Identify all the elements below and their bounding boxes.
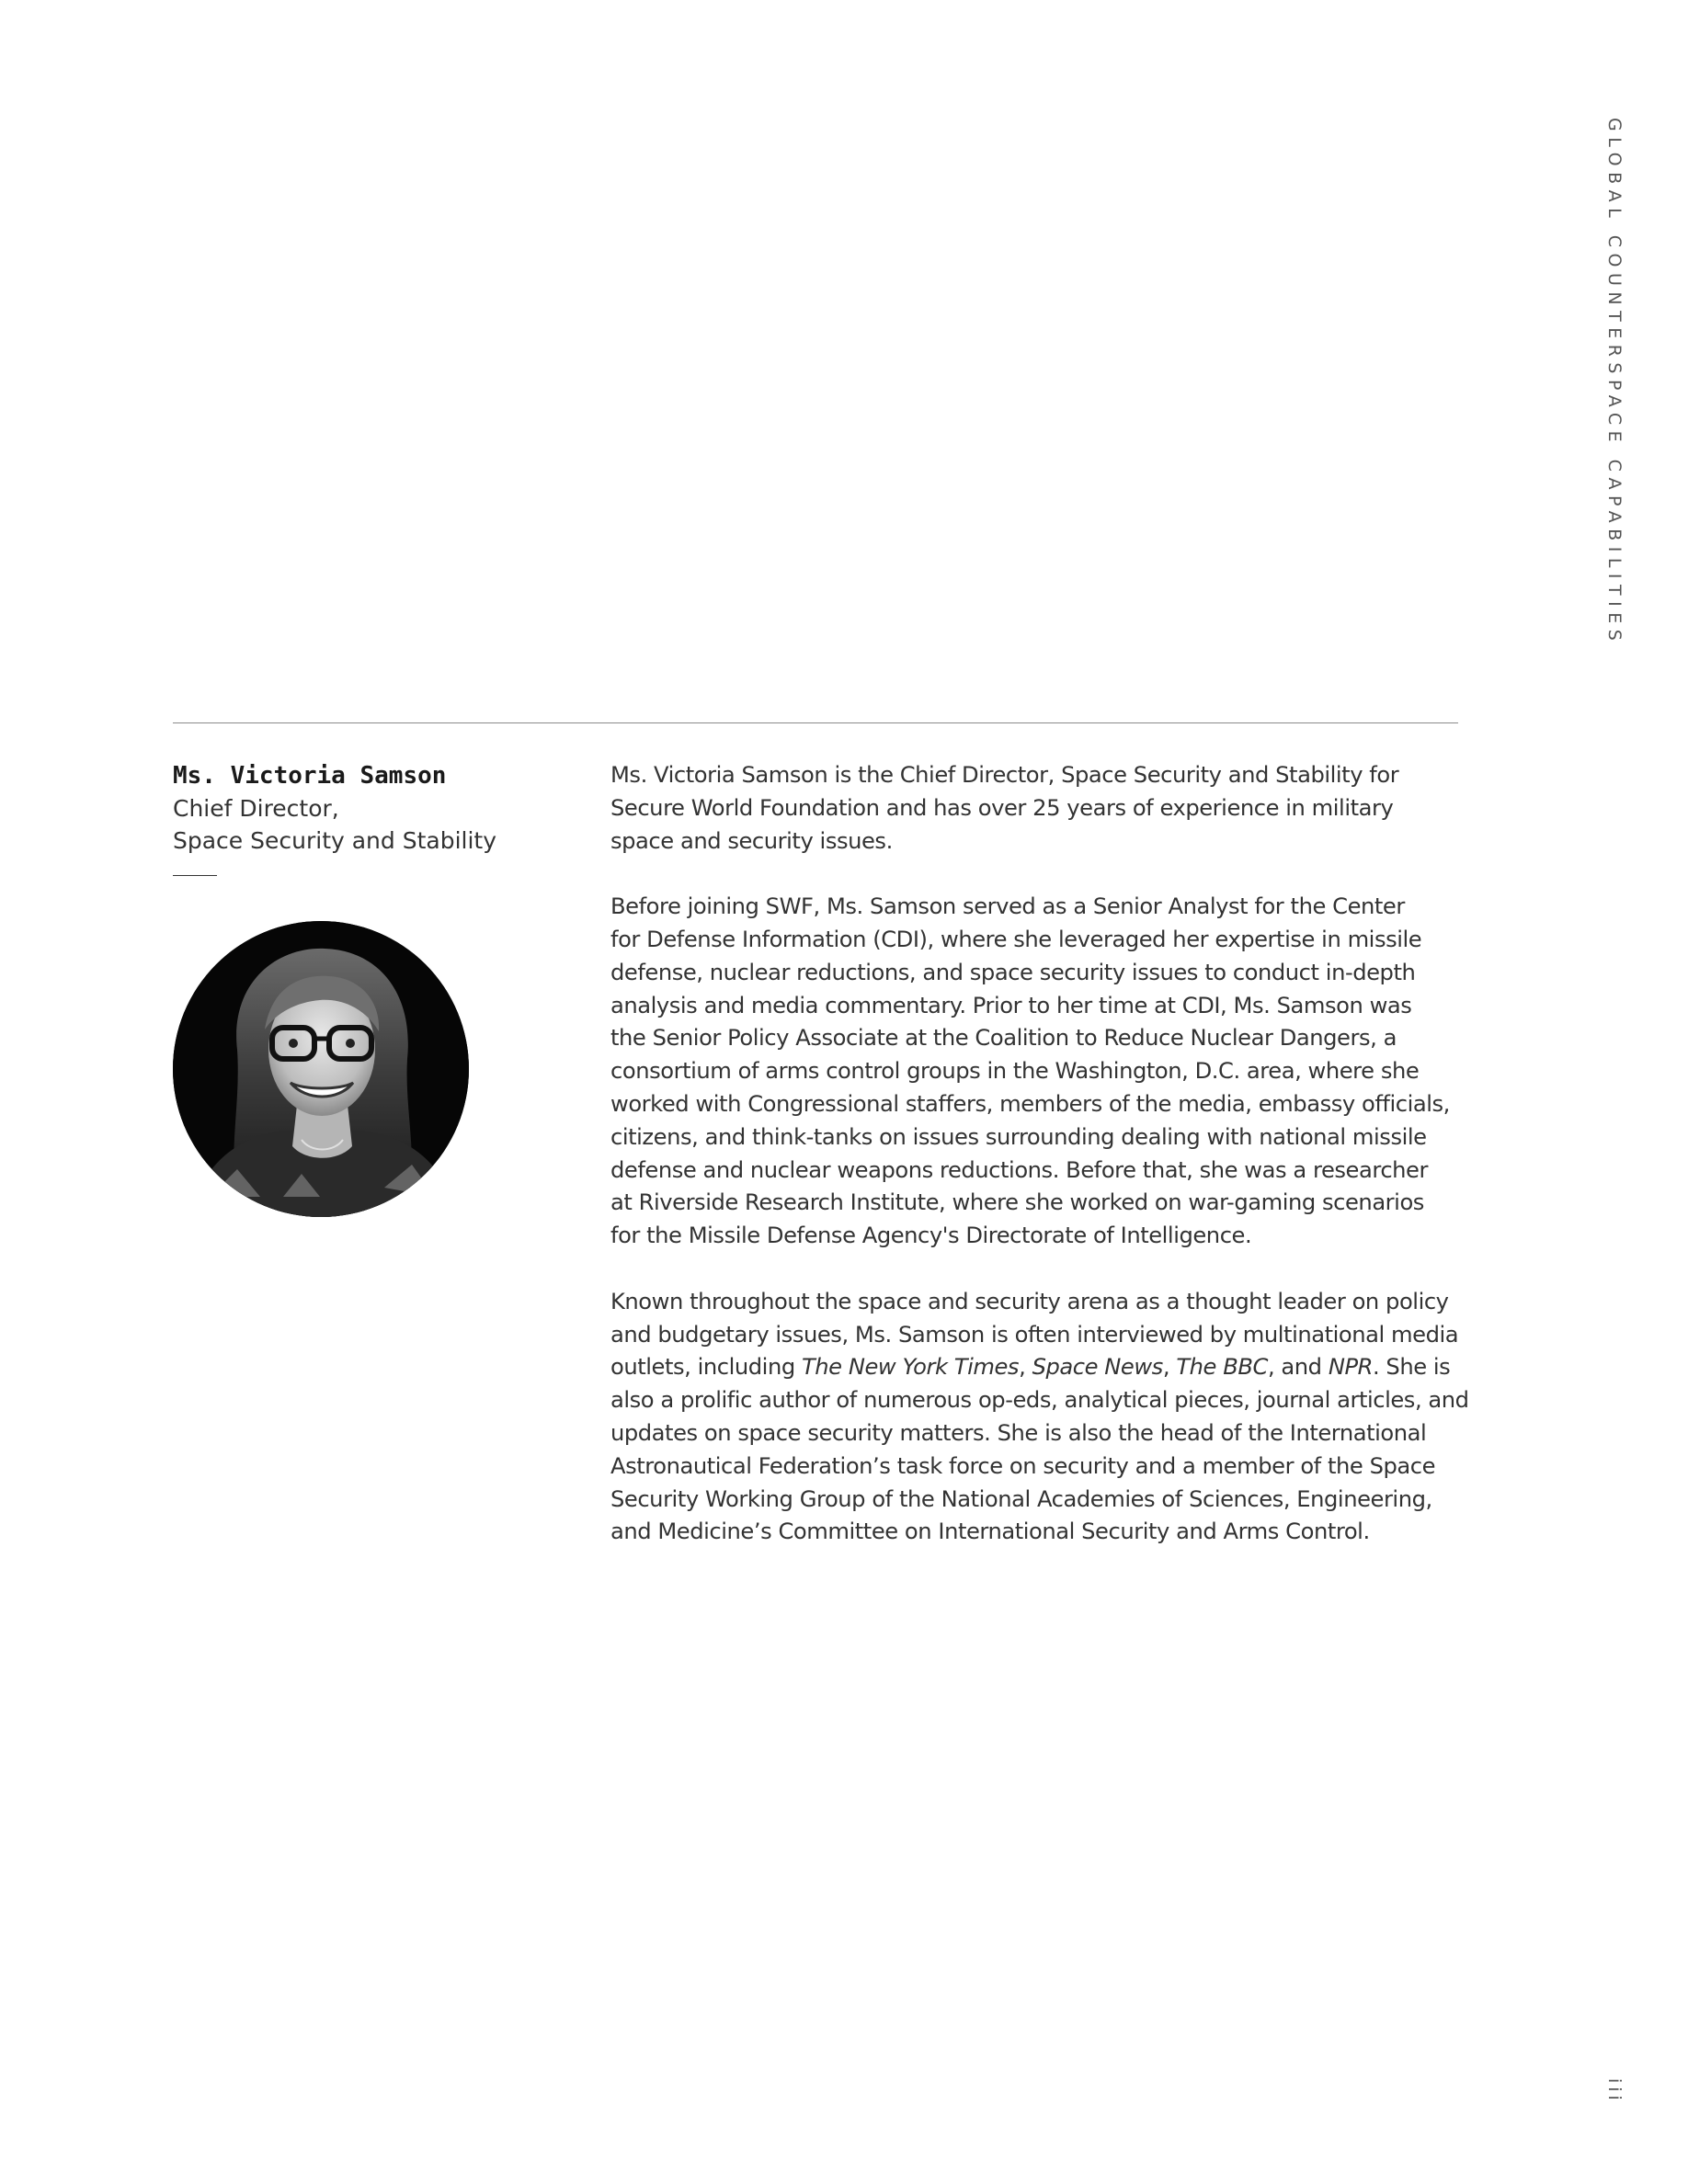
bio-line: Astronautical Federation’s task force on security and a member of the Space xyxy=(610,1452,1436,1479)
portrait-photo xyxy=(173,921,469,1217)
bio-line: defense, nuclear reductions, and space security issues to conduct in-depth xyxy=(610,959,1416,985)
bio-text: outlets, including xyxy=(610,1354,802,1381)
bio-line: defense and nuclear weapons reductions. Before that, she was a researcher xyxy=(610,1156,1428,1183)
bio-line-with-outlets xyxy=(610,1351,1470,1384)
running-header: GLOBAL COUNTERSPACE CAPABILITIES xyxy=(1604,118,1625,647)
biography xyxy=(610,759,1470,1582)
page-number: iii xyxy=(1604,2078,1625,2104)
bio-paragraph-3 xyxy=(610,1286,1470,1549)
media-outlet: The BBC xyxy=(1176,1354,1268,1381)
profile-name: Ms. Victoria Samson xyxy=(173,762,447,790)
bio-line: Known throughout the space and security arena as a thought leader on policy xyxy=(610,1288,1449,1314)
bio-line: citizens, and think-tanks on issues surrounding dealing with national missile xyxy=(610,1123,1427,1150)
profile-department: Space Security and Stability xyxy=(173,827,497,854)
bio-line: for the Missile Defense Agency's Directorate of Intelligence. xyxy=(610,1223,1252,1249)
bio-line: space and security issues. xyxy=(610,827,893,854)
bio-line: and budgetary issues, Ms. Samson is often interviewed by multinational media xyxy=(610,1321,1459,1348)
bio-text: , and xyxy=(1267,1354,1329,1381)
media-outlet: The New York Times xyxy=(801,1354,1020,1381)
section-divider xyxy=(173,722,1458,723)
bio-line: and Medicine’s Committee on International Security and Arms Control. xyxy=(610,1519,1370,1545)
bio-line: at Riverside Research Institute, where she worked on war-gaming scenarios xyxy=(610,1189,1424,1216)
short-rule xyxy=(173,875,217,876)
portrait-illustration xyxy=(173,921,469,1217)
bio-line: Before joining SWF, Ms. Samson served as a Senior Analyst for the Center xyxy=(610,893,1405,920)
profile-title: Chief Director, xyxy=(173,795,339,822)
bio-text: , xyxy=(1019,1354,1032,1381)
bio-line: for Defense Information (CDI), where she leveraged her expertise in missile xyxy=(610,926,1422,952)
bio-line: analysis and media commentary. Prior to her time at CDI, Ms. Samson was xyxy=(610,992,1412,1018)
bio-text: , xyxy=(1162,1354,1177,1381)
media-outlet: Space News xyxy=(1032,1354,1163,1381)
bio-line: consortium of arms control groups in the Washington, D.C. area, where she xyxy=(610,1058,1420,1085)
bio-text: . She is xyxy=(1372,1354,1451,1381)
media-outlet: NPR xyxy=(1328,1354,1373,1381)
bio-line: the Senior Policy Associate at the Coalition to Reduce Nuclear Dangers, a xyxy=(610,1025,1397,1052)
bio-line: also a prolific author of numerous op-eds, analytical pieces, journal articles, and xyxy=(610,1387,1469,1414)
bio-paragraph-2 xyxy=(610,891,1470,1253)
bio-line: Ms. Victoria Samson is the Chief Director, Space Security and Stability for xyxy=(610,762,1399,788)
bio-line: worked with Congressional staffers, members of the media, embassy officials, xyxy=(610,1090,1450,1117)
bio-line: updates on space security matters. She is also the head of the International xyxy=(610,1419,1427,1446)
bio-line: Security Working Group of the National Academies of Sciences, Engineering, xyxy=(610,1485,1432,1512)
bio-paragraph-1 xyxy=(610,759,1470,858)
bio-line: Secure World Foundation and has over 25 years of experience in military xyxy=(610,794,1394,821)
